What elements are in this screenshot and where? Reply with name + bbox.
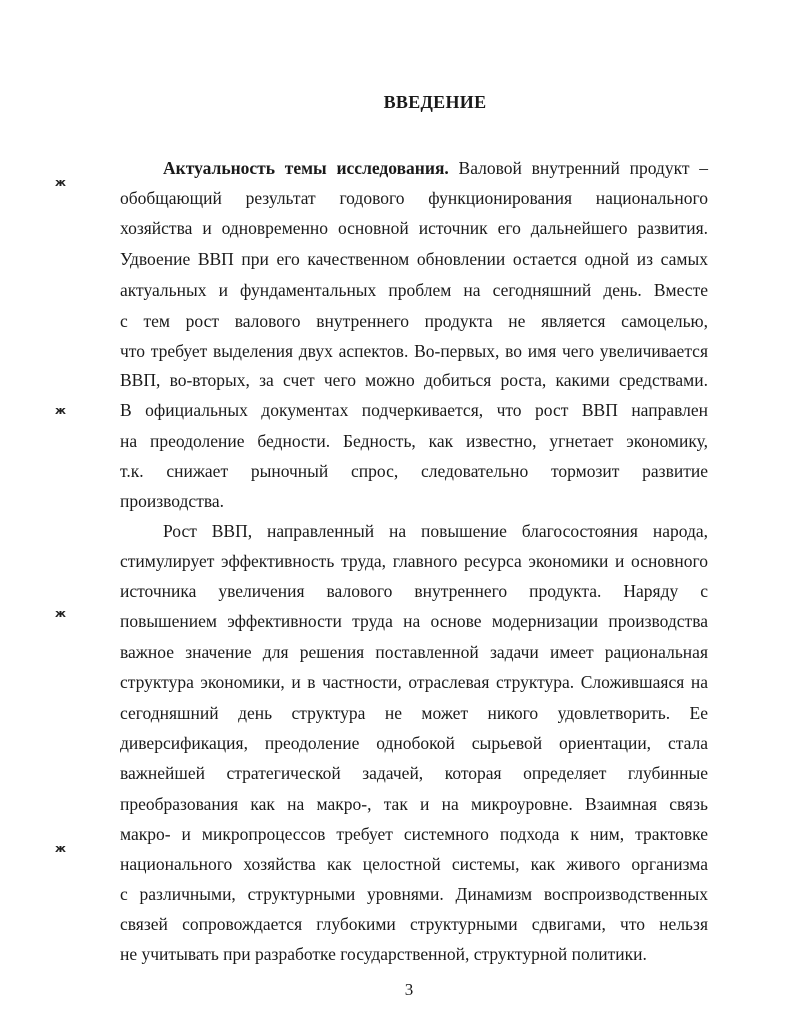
paragraph1-line: ВВП, во-вторых, за счет чего можно добиться роста, какими средствами. bbox=[120, 370, 708, 390]
paragraph1-line: на преодоление бедности. Бедность, как известно, угнетает экономику, bbox=[120, 431, 708, 451]
margin-mark: ж bbox=[55, 404, 65, 417]
paragraph1-line: с тем рост валового внутреннего продукта не является самоцелью, bbox=[120, 311, 708, 331]
paragraph2-line: макро- и микропроцессов требует системного подхода к ним, трактовке bbox=[120, 824, 708, 844]
paragraph2-line: важнейшей стратегической задачей, которая определяет глубинные bbox=[120, 763, 708, 783]
paragraph1-line: обобщающий результат годового функционирования национального bbox=[120, 188, 708, 208]
paragraph2-line: важное значение для решения поставленной задачи имеет рациональная bbox=[120, 642, 708, 662]
paragraph2-line: преобразования как на макро-, так и на микроуровне. Взаимная связь bbox=[120, 794, 708, 814]
paragraph2-line: структура экономики, и в частности, отраслевая структура. Сложившаяся на bbox=[120, 672, 708, 692]
paragraph2-line: диверсификация, преодоление однобокой сырьевой ориентации, стала bbox=[120, 733, 708, 753]
paragraph2-line: с различными, структурными уровнями. Динамизм воспроизводственных bbox=[120, 884, 708, 904]
paragraph2-line: стимулирует эффективность труда, главного ресурса экономики и основного bbox=[120, 551, 708, 571]
paragraph2-line: не учитывать при разработке государственной, структурной политики. bbox=[120, 944, 647, 964]
margin-mark: ж bbox=[55, 842, 65, 855]
paragraph1-line: производства. bbox=[120, 491, 225, 511]
paragraph2-line: национального хозяйства как целостной системы, как живого организма bbox=[120, 854, 708, 874]
paragraph1-lead: Актуальность темы исследования. bbox=[163, 158, 449, 178]
margin-mark: ж bbox=[55, 176, 65, 189]
paragraph1-line: хозяйства и одновременно основной источник его дальнейшего развития. bbox=[120, 218, 708, 238]
paragraph1-first-line-rest: Валовой внутренний продукт – bbox=[448, 158, 708, 178]
paragraph2-line-1: Рост ВВП, направленный на повышение благосостояния народа, bbox=[163, 521, 708, 541]
page-number: 3 bbox=[404, 980, 414, 999]
paragraph2-line: связей сопровождается глубокими структурными сдвигами, что нельзя bbox=[120, 914, 708, 934]
paragraph1-line: Удвоение ВВП при его качественном обновлении остается одной из самых bbox=[120, 249, 708, 269]
page-title: ВВЕДЕНИЕ bbox=[383, 92, 487, 112]
margin-mark: ж bbox=[55, 607, 65, 620]
paragraph1-line: В официальных документах подчеркивается, что рост ВВП направлен bbox=[120, 400, 708, 420]
paragraph1-line: т.к. снижает рыночный спрос, следовательно тормозит развитие bbox=[120, 461, 708, 481]
paragraph1-line: что требует выделения двух аспектов. Во-первых, во имя чего увеличивается bbox=[120, 341, 708, 361]
paragraph2-line: сегодняшний день структура не может никого удовлетворить. Ее bbox=[120, 703, 708, 723]
paragraph2-line: повышением эффективности труда на основе модернизации производства bbox=[120, 611, 708, 631]
paragraph1-line-1 bbox=[163, 158, 708, 178]
paragraph1-line: актуальных и фундаментальных проблем на сегодняшний день. Вместе bbox=[120, 280, 708, 300]
paragraph2-line: источника увеличения валового внутреннего продукта. Наряду с bbox=[120, 581, 708, 601]
